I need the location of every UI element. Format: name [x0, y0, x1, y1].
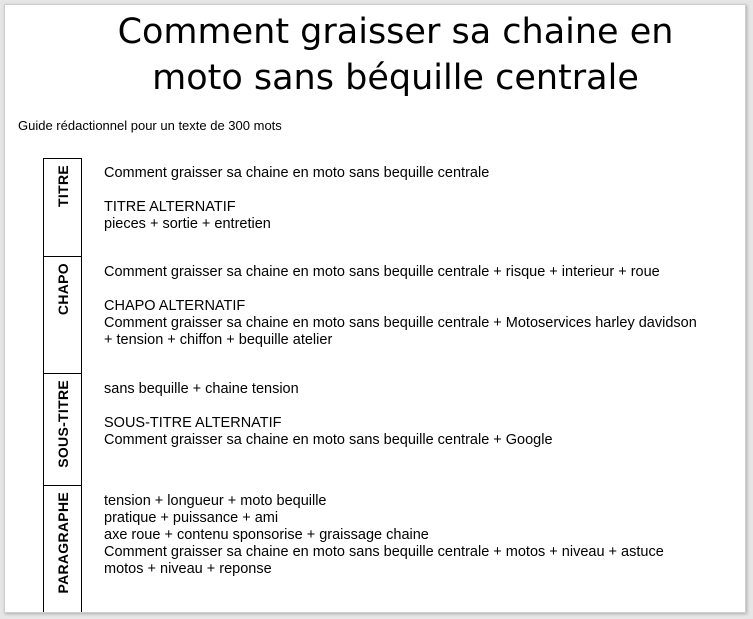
section-content-chapo — [104, 264, 714, 349]
section-chapo — [43, 257, 703, 374]
section-label-box — [43, 486, 82, 613]
page-title — [5, 9, 746, 101]
soustitre-alt-heading: SOUS-TITRE ALTERNATIF — [104, 415, 282, 431]
section-label-soustitre: SOUS-TITRE — [54, 380, 71, 468]
chapo-alt-heading: CHAPO ALTERNATIF — [104, 298, 246, 314]
section-label-box — [43, 257, 82, 374]
paragraphe-line: tension + longueur + moto bequille — [104, 493, 327, 509]
section-label-titre: TITRE — [54, 165, 71, 207]
section-content-soustitre — [104, 381, 714, 449]
section-content-paragraphe — [104, 493, 714, 578]
page-title-line-1: Comment graisser sa chaine en — [117, 12, 674, 52]
chapo-alt-text-2: + tension + chiffon + bequille atelier — [104, 332, 333, 348]
section-titre — [43, 158, 703, 257]
paragraphe-line: Comment graisser sa chaine en moto sans bequille centrale + motos + niveau + astuce — [104, 544, 664, 560]
section-content-titre — [104, 165, 714, 233]
paragraphe-line: axe roue + contenu sponsorise + graissage chaine — [104, 527, 429, 543]
paragraphe-line: motos + niveau + reponse — [104, 561, 272, 577]
document-page — [4, 4, 746, 613]
soustitre-main-text: sans bequille + chaine tension — [104, 381, 299, 397]
section-label-box — [43, 374, 82, 486]
page-title-line-2: moto sans béquille centrale — [152, 58, 639, 98]
chapo-alt-text-1: Comment graisser sa chaine en moto sans bequille centrale + Motoservices harley davidson — [104, 315, 697, 331]
section-paragraphe — [43, 486, 703, 613]
titre-alt-heading: TITRE ALTERNATIF — [104, 199, 236, 215]
chapo-main-text: Comment graisser sa chaine en moto sans bequille centrale + risque + interieur + roue — [104, 264, 660, 280]
document-subtitle: Guide rédactionnel pour un texte de 300 mots — [18, 118, 282, 133]
paragraphe-line: pratique + puissance + ami — [104, 510, 279, 526]
soustitre-alt-text: Comment graisser sa chaine en moto sans bequille centrale + Google — [104, 432, 553, 448]
section-label-box — [43, 158, 82, 257]
titre-alt-text: pieces + sortie + entretien — [104, 216, 271, 232]
titre-main-text: Comment graisser sa chaine en moto sans bequille centrale — [104, 165, 490, 181]
section-label-chapo: CHAPO — [54, 263, 71, 316]
section-label-paragraphe: PARAGRAPHE — [54, 492, 71, 594]
section-soustitre — [43, 374, 703, 486]
